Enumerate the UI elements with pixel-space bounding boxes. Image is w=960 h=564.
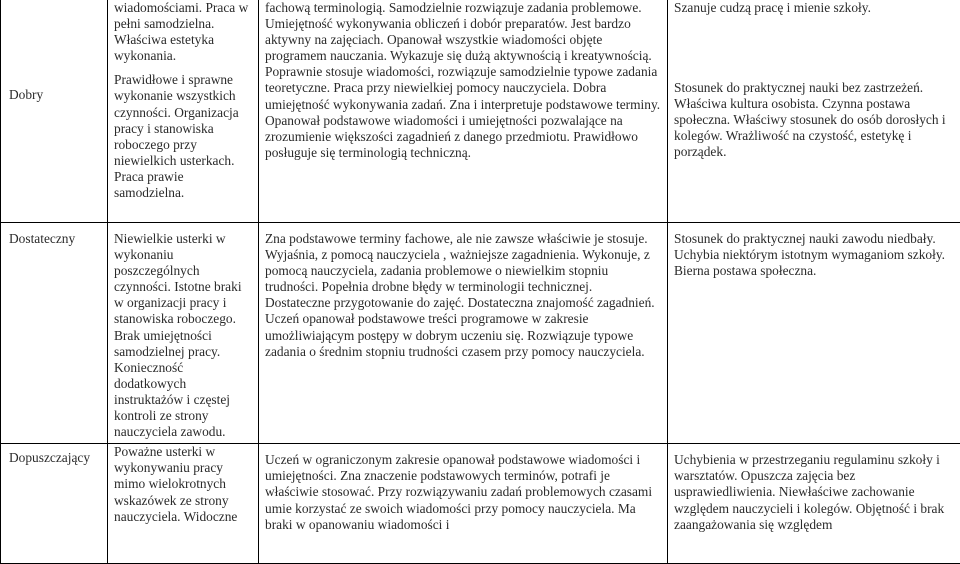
grade-cell [1,0,108,223]
table-row [1,444,960,564]
skills-text: Poważne usterki w wykonywaniu pracy mimo wielokrotnych wskazówek ze strony nauczyciela. Widoczne [114,444,252,524]
knowledge-text-top: fachową terminologią. Samodzielnie rozwiązuje zadania problemowe. Umiejętność wykonywania obliczeń i dobór preparatów. Jest bardzo aktywny na zajęciach. Opanował wszystkie wiadomości objęte programem nauczania. Wykazuje się dużą aktywnością i kreatywnością. [265,0,661,64]
knowledge-text: Uczeń w ograniczonym zakresie opanował podstawowe wiadomości i umiejętności. Zna znaczenie podstawowych terminów, potrafi je właściwie stosować. Przy rozwiązywaniu zadań problemowych czasami umie korzystać ze swoich wiadomości przy pomocy nauczyciela. Ma braki w opanowaniu wiadomości i [265,452,661,532]
skills-text: Niewielkie usterki w wykonaniu poszczególnych czynności. Istotne braki w organizacji pracy i stanowiska roboczego. Brak umiejętności samodzielnej pracy. Konieczność dodatkowych instruktażów i częstej kontroli ze strony nauczyciela zawodu. [114,231,252,440]
grade-cell [1,444,108,564]
attitude-cell [668,444,960,564]
skills-cell [108,444,259,564]
attitude-text: Stosunek do praktycznej nauki zawodu niedbały. Uchybia niektórym istotnym wymaganiom szkoły. Bierna postawa społeczna. [674,231,955,279]
skills-cell [108,223,259,444]
grade-label: Dostateczny [9,231,75,246]
skills-text-top: wiadomościami. Praca w pełni samodzielna. Właściwa estetyka wykonania. [114,0,252,64]
table-row [1,0,960,223]
attitude-text-top: Szanuje cudzą pracę i mienie szkoły. [674,0,955,16]
attitude-cell [668,0,960,223]
knowledge-cell [259,444,668,564]
attitude-text: Stosunek do praktycznej nauki bez zastrzeżeń. Właściwa kultura osobista. Czynna postawa społeczna. Właściwy stosunek do osób dorosłych i kolegów. Wrażliwość na czystość, estetykę i porządek. [674,80,955,160]
skills-text: Prawidłowe i sprawne wykonanie wszystkich czynności. Organizacja pracy i stanowiska roboczego przy niewielkich usterkach. Praca prawie samodzielna. [114,72,252,201]
grade-cell [1,223,108,444]
grade-label: Dobry [9,87,43,102]
grade-label: Dopuszczający [9,450,90,465]
table-row [1,223,960,444]
knowledge-cell [259,0,668,223]
skills-cell [108,0,259,223]
attitude-cell [668,223,960,444]
knowledge-cell [259,223,668,444]
knowledge-text: Zna podstawowe terminy fachowe, ale nie zawsze właściwie je stosuje. Wyjaśnia, z pomocą nauczyciela , ważniejsze zagadnienia. Wykonuje, z pomocą nauczyciela, zadania problemowe o niewielkim stopniu trudności. Popełnia drobne błędy w terminologii technicznej. Dostateczne przygotowanie do zajęć. Dostateczna znajomość zagadnień. Uczeń opanował podstawowe treści programowe w zakresie umożliwiającym postępy w dobrym uczeniu się. Rozwiązuje typowe zadania o średnim stopniu trudności czasem przy pomocy nauczyciela. [265,231,661,360]
knowledge-text: Poprawnie stosuje wiadomości, rozwiązuje samodzielnie typowe zadania teoretyczne. Praca przy niewielkiej pomocy nauczyciela. Dobra umiejętność wykonywania zadań. Zna i interpretuje podstawowe terminy. Opanował podstawowe wiadomości i umiejętności pozwalające na zrozumienie większości zagadnień z danego przedmiotu. Prawidłowo posługuje się terminologią techniczną. [265,64,661,161]
attitude-text: Uchybienia w przestrzeganiu regulaminu szkoły i warsztatów. Opuszcza zajęcia bez usprawiedliwienia. Niewłaściwe zachowanie względem nauczycieli i kolegów. Objętność i brak zaangażowania się względem [674,452,955,532]
